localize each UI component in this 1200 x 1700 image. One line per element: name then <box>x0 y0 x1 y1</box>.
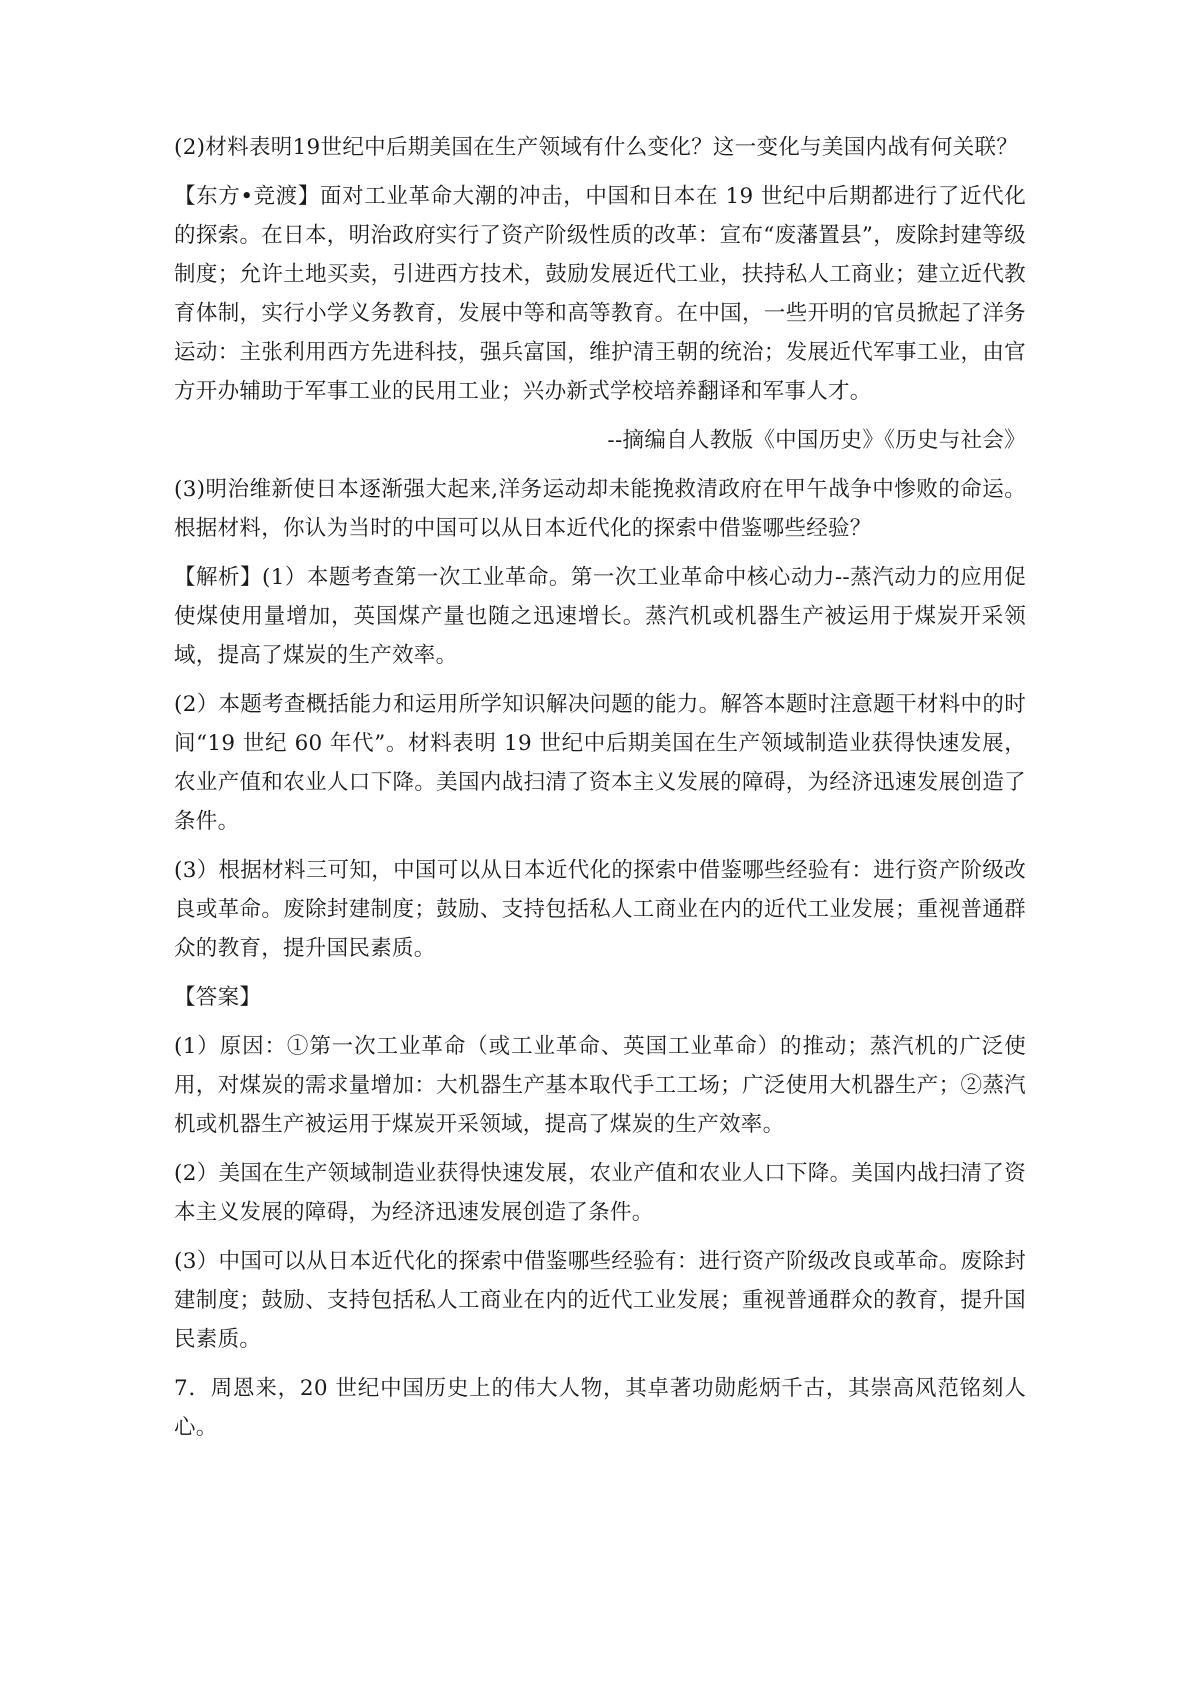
analysis-part-2: (2）本题考查概括能力和运用所学知识解决问题的能力。解答本题时注意题干材料中的时间“19 世纪 60 年代”。材料表明 19 世纪中后期美国在生产领域制造业获得快速发展，农业产值和农业人口下降。美国内战扫清了资本主义发展的障碍，为经济迅速发展创造了条件。 <box>174 692 1026 834</box>
question-3-prompt: (3)明治维新使日本逐渐强大起来,洋务运动却未能挽救清政府在甲午战争中惨败的命运。根据材料，你认为当时的中国可以从日本近代化的探索中借鉴哪些经验？ <box>174 477 1026 541</box>
question-2-prompt: (2)材料表明19世纪中后期美国在生产领域有什么变化？这一变化与美国内战有何关联？ <box>174 135 1019 160</box>
source-attribution: --摘编自人教版《中国历史》《历史与社会》 <box>607 428 1026 453</box>
material-dongfang-jingdu: 【东方•竞渡】面对工业革命大潮的冲击，中国和日本在 19 世纪中后期都进行了近代化的探索。在日本，明治政府实行了资产阶级性质的改革：宣布“废藩置县”，废除封建等级制度；允许土地买卖，引进西方技术，鼓励发展近代工业，扶持私人工商业；建立近代教育体制，实行小学义务教育，发展中等和高等教育。在中国，一些开明的官员掀起了洋务运动：主张利用西方先进科技，强兵富国，维护清王朝的统治；发展近代军事工业，由官方开办辅助于军事工业的民用工业；兴办新式学校培养翻译和军事人才。 <box>174 184 1026 404</box>
answer-part-2: (2）美国在生产领域制造业获得快速发展，农业产值和农业人口下降。美国内战扫清了资本主义发展的障碍，为经济迅速发展创造了条件。 <box>174 1161 1026 1225</box>
answer-part-3: (3）中国可以从日本近代化的探索中借鉴哪些经验有：进行资产阶级改良或革命。废除封建制度；鼓励、支持包括私人工商业在内的近代工业发展；重视普通群众的教育，提升国民素质。 <box>174 1249 1026 1352</box>
analysis-part-1: 【解析】(1）本题考查第一次工业革命。第一次工业革命中核心动力--蒸汽动力的应用促使煤使用量增加，英国煤产量也随之迅速增长。蒸汽机或机器生产被运用于煤炭开采领域，提高了煤炭的生产效率。 <box>174 565 1026 668</box>
question-7-intro: 7．周恩来，20 世纪中国历史上的伟大人物，其卓著功勋彪炳千古，其崇高风范铭刻人心。 <box>174 1376 1026 1440</box>
answer-heading: 【答案】 <box>174 985 262 1010</box>
answer-part-1: (1）原因：①第一次工业革命（或工业革命、英国工业革命）的推动；蒸汽机的广泛使用，对煤炭的需求量增加：大机器生产基本取代手工工场；广泛使用大机器生产；②蒸汽机或机器生产被运用于煤炭开采领域，提高了煤炭的生产效率。 <box>174 1034 1026 1137</box>
analysis-part-3: (3）根据材料三可知，中国可以从日本近代化的探索中借鉴哪些经验有：进行资产阶级改良或革命。废除封建制度；鼓励、支持包括私人工商业在内的近代工业发展；重视普通群众的教育，提升国民素质。 <box>174 858 1026 961</box>
document-page <box>174 128 1026 1457</box>
